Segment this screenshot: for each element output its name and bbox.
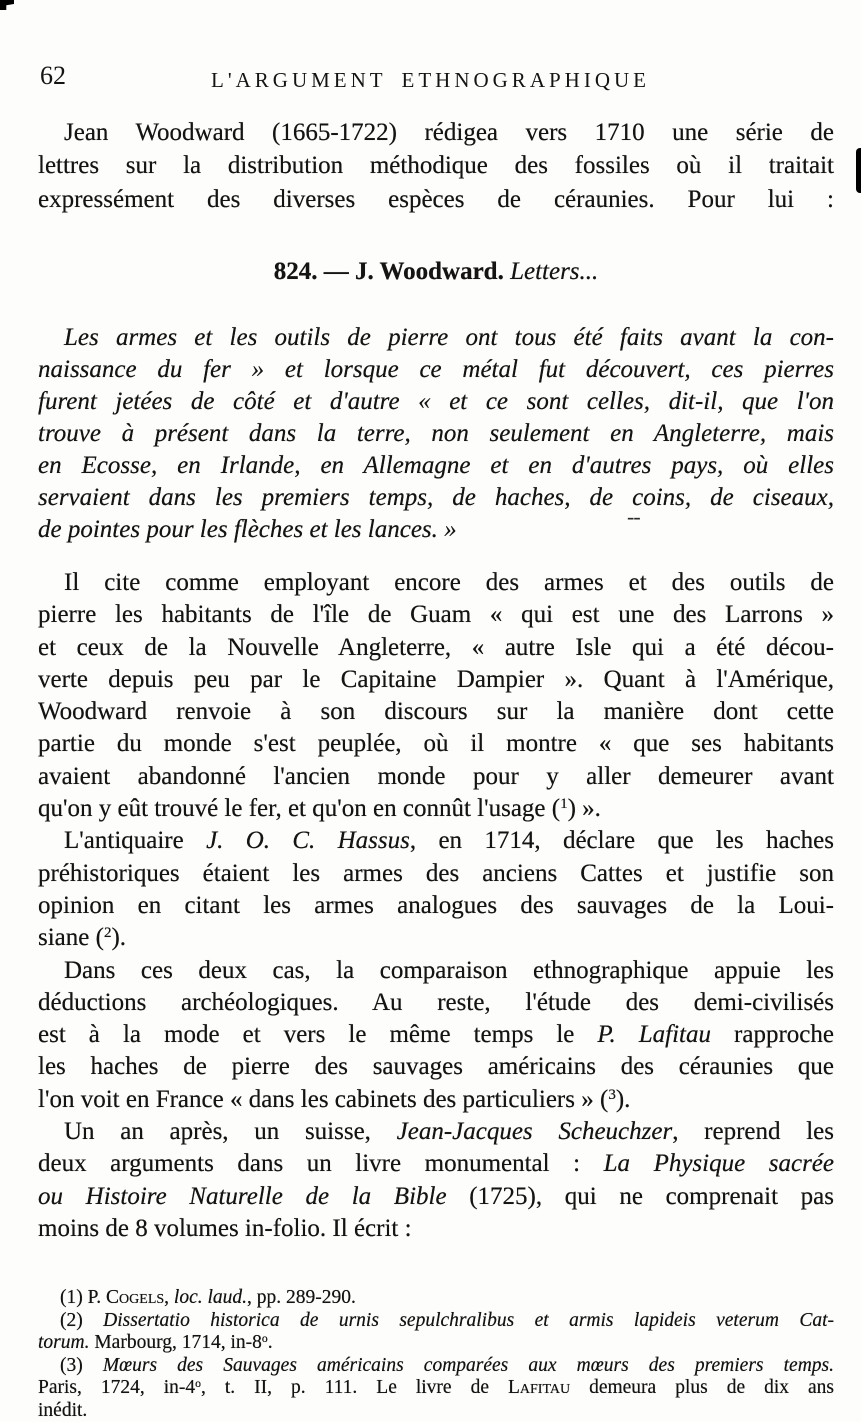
text-segment: P. Lafitau: [597, 1021, 712, 1049]
text-line: [38, 567, 834, 599]
text-segment: Jean-Jacques Scheuchzer: [396, 1118, 673, 1146]
text-segment: qu'on y eût trouvé le fer, et qu'on en connût l'usage (: [38, 795, 561, 823]
text-line: [38, 183, 834, 216]
text-segment: Les armes et les outils de pierre ont tous été faits avant la con-: [64, 324, 834, 351]
text-line: [38, 1332, 834, 1355]
text-segment: La Physique sacrée: [603, 1150, 834, 1178]
text-segment: , pp. 289-290.: [247, 1287, 356, 1308]
text-segment: loc. laud.: [173, 1287, 248, 1308]
text-segment: o: [195, 1376, 201, 1390]
text-segment: l'on voit en France « dans les cabinets des particuliers » (: [38, 1085, 609, 1113]
text-segment: ,: [164, 1287, 174, 1308]
text-line: [38, 514, 834, 546]
text-line: [38, 1377, 834, 1400]
text-line: [38, 354, 834, 386]
text-line: [38, 1287, 834, 1310]
text-segment: ) ».: [567, 795, 601, 823]
text-segment: avaient abandonné l'ancien monde pour y aller demeurer avant: [38, 762, 834, 790]
text-segment: Jean Woodward (1665-1722) rédigea vers 1710 une série de: [64, 119, 834, 146]
text-line: [38, 1116, 834, 1148]
text-segment: (2): [60, 1309, 104, 1331]
text-line: [38, 761, 834, 793]
text-segment: furent jetées de côté et d'autre « et ce sont celles, dit-il, que l'on: [38, 388, 834, 415]
body-paragraphs: [38, 567, 834, 1245]
text-segment: Letters...: [510, 258, 599, 285]
text-line: [38, 149, 834, 182]
text-line: [38, 664, 834, 696]
text-line: [38, 955, 834, 987]
entry-quote: [38, 322, 834, 546]
text-segment: , t. II, p. 111. Le livre de: [201, 1377, 508, 1399]
text-line: [38, 1019, 834, 1051]
text-line: [38, 1084, 834, 1116]
text-segment: moins de 8 volumes in-folio. Il écrit :: [38, 1214, 412, 1242]
text-segment: ).: [615, 1085, 631, 1113]
para-comparison: [38, 955, 834, 1116]
text-segment: (3): [60, 1354, 103, 1376]
text-segment: deux arguments dans un livre monumental :: [38, 1150, 604, 1178]
text-segment: torum.: [38, 1332, 90, 1354]
text-segment: lettres sur la distribution méthodique des fossiles où il traitait: [38, 152, 834, 180]
intro-paragraph: [38, 116, 834, 216]
text-segment: trouve à présent dans la terre, non seulement en Angleterre, mais: [38, 420, 834, 447]
text-line: [38, 322, 834, 354]
text-line: [38, 793, 834, 825]
text-segment: , reprend les: [672, 1118, 834, 1146]
text-segment: déductions archéologiques. Au reste, l'étude des demi-civilisés: [38, 988, 834, 1016]
para-scheuchzer: [38, 1116, 834, 1245]
footnotes: [38, 1287, 834, 1422]
text-line: [38, 987, 834, 1019]
entry-heading: [38, 258, 861, 286]
text-segment: de pointes pour les flèches et les lances. »: [38, 516, 457, 543]
text-segment: Lafitau: [507, 1377, 571, 1399]
text-segment: verte depuis peu par le Capitaine Dampier ». Quant à l'Amérique,: [38, 665, 834, 693]
text-segment: partie du monde s'est peuplée, où il montre « que ses habitants: [38, 730, 834, 758]
text-segment: Cogels: [106, 1287, 165, 1308]
text-line: [38, 482, 834, 514]
text-line: [38, 116, 834, 149]
para-hassus: [38, 825, 834, 954]
text-line: [38, 258, 834, 286]
text-line: [38, 858, 834, 890]
text-line: [38, 1355, 834, 1378]
text-line: [38, 1181, 834, 1213]
text-segment: pierre les habitants de l'île de Guam « qui est une des Larrons »: [38, 601, 834, 629]
text-line: [38, 1310, 834, 1333]
text-line: [38, 418, 834, 450]
text-line: [38, 599, 834, 631]
text-line: [38, 696, 834, 728]
text-line: [38, 825, 834, 857]
text-segment: 1: [560, 795, 568, 812]
text-segment: servaient dans les premiers temps, de haches, de coins, de ciseaux,: [38, 484, 834, 511]
text-segment: naissance du fer » et lorsque ce métal fut découvert, ces pierres: [38, 356, 834, 383]
text-segment: est à la mode et vers le même temps le: [38, 1021, 598, 1049]
running-title: L'ARGUMENT ETHNOGRAPHIQUE: [211, 68, 650, 92]
text-segment: ).: [111, 924, 127, 952]
text-line: [38, 1051, 834, 1083]
text-segment: Dans ces deux cas, la comparaison ethnographique appuie les: [64, 956, 834, 984]
text-segment: en Ecosse, en Irlande, en Allemagne et en d'autres pays, où elles: [38, 452, 834, 479]
text-segment: Woodward renvoie à son discours sur la manière dont cette: [38, 698, 834, 726]
text-segment: , en 1714, déclare que les haches: [409, 827, 834, 855]
text-segment: (1725), qui ne comprenait pas: [446, 1182, 835, 1210]
text-segment: rapproche: [711, 1021, 834, 1049]
text-segment: ou Histoire Naturelle de la Bible: [38, 1182, 447, 1210]
text-segment: .: [267, 1332, 273, 1354]
text-line: [38, 450, 834, 482]
text-segment: 2: [103, 925, 112, 942]
text-segment: et ceux de la Nouvelle Angleterre, « autre Isle qui a été décou-: [38, 633, 834, 661]
para-guam: [38, 567, 834, 825]
text-segment: Marbourg, 1714, in-8: [89, 1332, 262, 1354]
text-line: [38, 386, 834, 418]
text-segment: Paris, 1724, in-4: [38, 1377, 196, 1399]
text-line: [38, 728, 834, 760]
text-line: [38, 890, 834, 922]
scan-artifact-dashes: --: [627, 504, 640, 529]
text-line: [38, 1213, 834, 1245]
text-segment: opinion en citant les armes analogues des sauvages de la Loui-: [38, 891, 834, 919]
text-segment: 3: [608, 1086, 616, 1103]
text-segment: Mœurs des Sauvages américains comparées aux mœurs des premiers temps.: [102, 1354, 834, 1376]
text-segment: o: [261, 1331, 268, 1345]
page-number: 62: [40, 61, 66, 90]
text-segment: demeura plus de dix ans: [570, 1377, 834, 1399]
text-segment: préhistoriques étaient les armes des anciens Cattes et justifie son: [38, 859, 834, 887]
text-segment: inédit.: [38, 1399, 88, 1421]
text-line: [38, 632, 834, 664]
text-segment: les haches de pierre des sauvages américains des céraunies que: [38, 1053, 834, 1081]
text-segment: L'antiquaire: [64, 827, 207, 855]
scan-artifact-right-edge: [856, 148, 861, 193]
text-segment: expressément des diverses espèces de céraunies. Pour lui :: [38, 185, 834, 213]
text-segment: Un an après, un suisse,: [64, 1118, 397, 1146]
text-segment: J. O. C. Hassus: [206, 827, 410, 855]
text-line: [38, 1148, 834, 1180]
text-line: [38, 922, 834, 954]
text-segment: siane (: [38, 924, 104, 952]
text-segment: Il cite comme employant encore des armes et des outils de: [64, 569, 834, 596]
text-segment: 824. — J. Woodward.: [273, 258, 511, 285]
text-segment: Dissertatio historica de urnis sepulchralibus et armis lapideis veterum Cat-: [103, 1309, 834, 1331]
text-line: [38, 1400, 834, 1422]
text-segment: (1) P.: [60, 1287, 107, 1308]
scan-artifact-top-left: [0, 0, 14, 10]
